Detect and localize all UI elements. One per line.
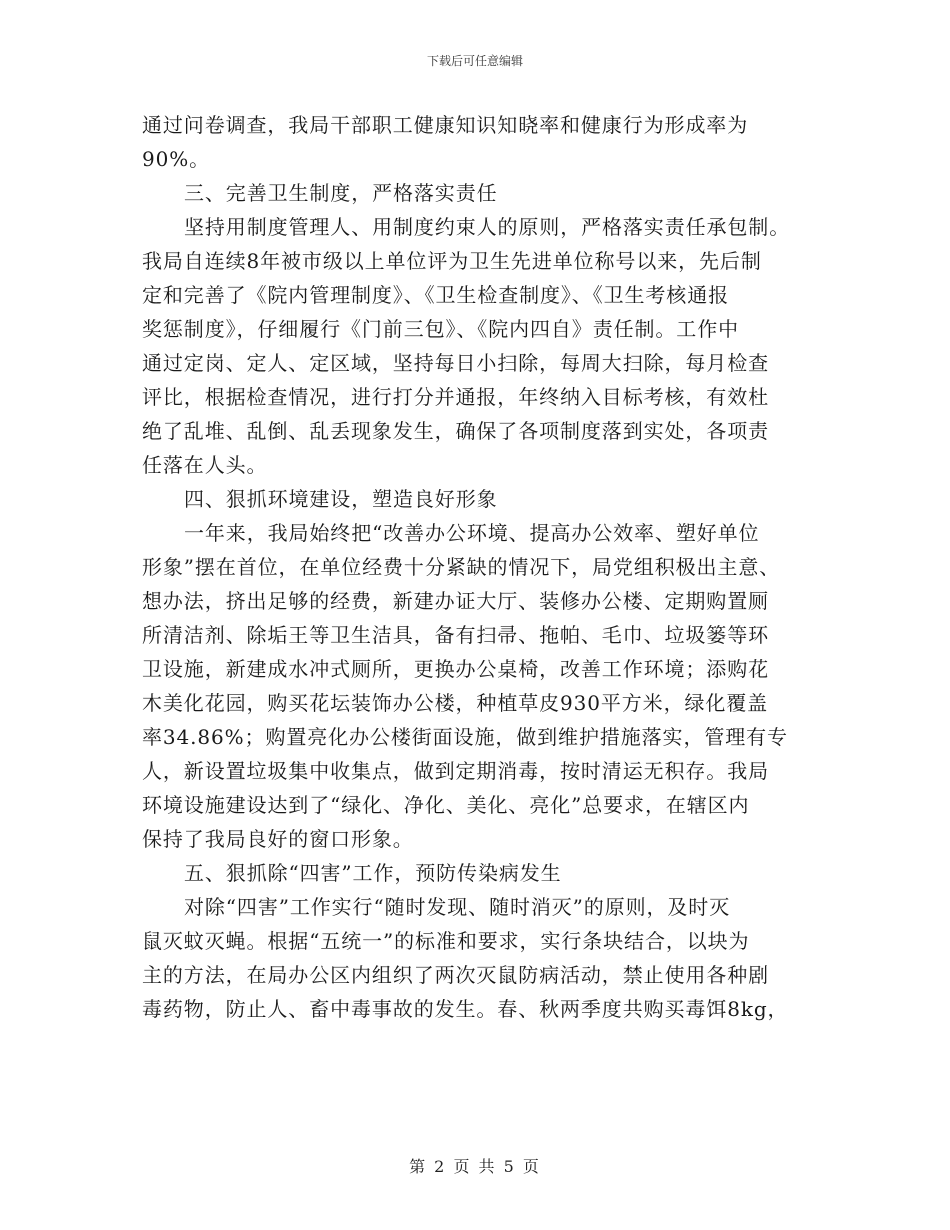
text-line: 奖惩制度》，仔细履行《门前三包》、《院内四自》责任制。工作中 [142, 317, 739, 341]
text-line: 毒药物，防止人、畜中毒事故的发生。春、秋两季度共购买毒饵8kg， [142, 997, 789, 1021]
text-line: 我局自连续8年被市级以上单位评为卫生先进单位称号以来，先后制 [142, 249, 762, 273]
text-line: 90%。 [142, 147, 211, 171]
text-line: 卫设施，新建成水冲式厕所，更换办公桌椅，改善工作环境；添购花 [142, 657, 769, 681]
text-line: 所清洁剂、除垢王等卫生洁具，备有扫帚、拖帕、毛巾、垃圾篓等环 [142, 623, 769, 647]
text-line: 坚持用制度管理人、用制度约束人的原则，严格落实责任承包制。 [184, 215, 791, 239]
text-line: 任落在人头。 [142, 453, 268, 477]
document-body [142, 108, 804, 1026]
text-line: 主的方法，在局办公区内组织了两次灭鼠防病活动，禁止使用各种剧 [142, 963, 769, 987]
text-line: 绝了乱堆、乱倒、乱丢现象发生，确保了各项制度落到实处，各项责 [142, 419, 769, 443]
text-line: 对除“四害”工作实行“随时发现、随时消灭”的原则，及时灭 [184, 895, 731, 919]
text-line: 环境设施建设达到了“绿化、净化、美化、亮化”总要求，在辖区内 [142, 793, 750, 817]
text-line: 一年来，我局始终把“改善办公环境、提高办公效率、塑好单位 [184, 521, 760, 545]
text-line: 三、完善卫生制度，严格落实责任 [184, 181, 498, 205]
text-line: 率34.86%；购置亮化办公楼街面设施，做到维护措施落实，管理有专 [142, 725, 788, 749]
page-header: 下载后可任意编辑 [426, 54, 523, 68]
text-line: 形象”摆在首位，在单位经费十分紧缺的情况下，局党组积极出主意、 [142, 555, 781, 579]
text-line: 想办法，挤出足够的经费，新建办证大厅、装修办公楼、定期购置厕 [142, 589, 769, 613]
text-line: 鼠灭蚊灭蝇。根据“五统一”的标准和要求，实行条块结合，以块为 [142, 929, 750, 953]
text-line: 保持了我局良好的窗口形象。 [142, 827, 414, 851]
text-line: 人，新设置垃圾集中收集点，做到定期消毒，按时清运无积存。我局 [142, 759, 769, 783]
text-line: 通过定岗、定人、定区域，坚持每日小扫除，每周大扫除，每月检查 [142, 351, 769, 375]
text-line: 五、狠抓除“四害”工作，预防传染病发生 [184, 861, 562, 885]
text-line: 评比，根据检查情况，进行打分并通报，年终纳入目标考核，有效杜 [142, 385, 769, 409]
text-line: 定和完善了《院内管理制度》、《卫生检查制度》、《卫生考核通报 [142, 283, 729, 307]
page-number-footer: 第 2 页 共 5 页 [409, 1157, 541, 1176]
text-line: 木美化花园，购买花坛装饰办公楼，种植草皮930平方米，绿化覆盖 [142, 691, 769, 715]
text-line: 四、狠抓环境建设，塑造良好形象 [184, 487, 498, 511]
text-line: 通过问卷调查，我局干部职工健康知识知晓率和健康行为形成率为 [142, 113, 749, 137]
